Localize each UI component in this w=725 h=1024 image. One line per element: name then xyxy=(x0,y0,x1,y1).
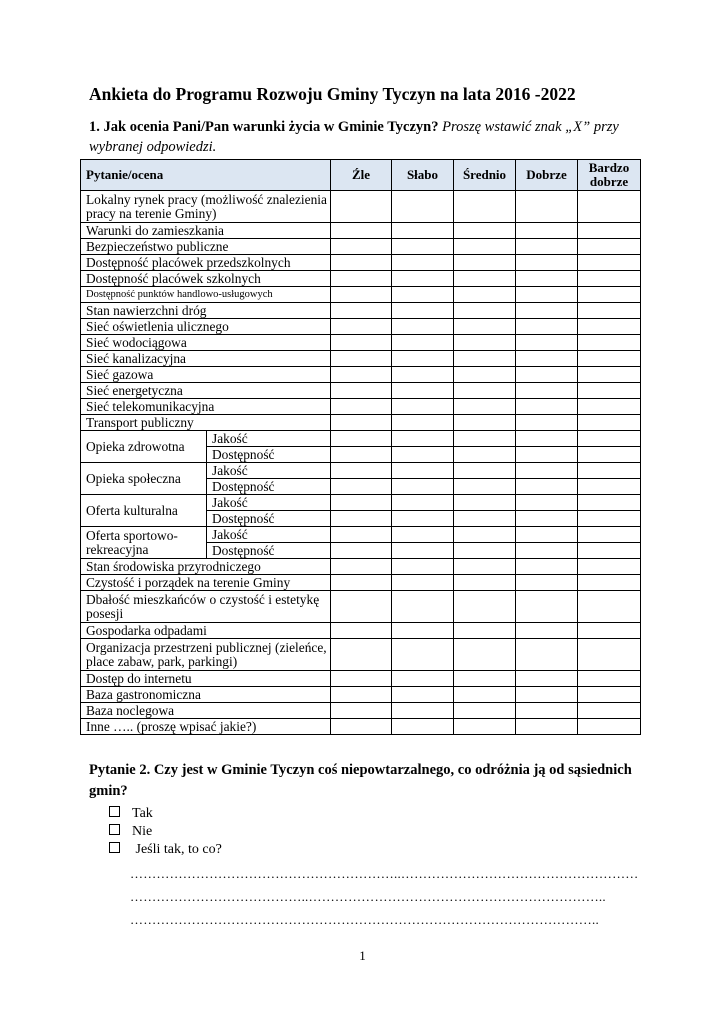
table-row xyxy=(81,399,641,415)
rating-cell[interactable] xyxy=(578,671,641,687)
rating-cell[interactable] xyxy=(331,191,392,223)
question-label: Stan środowiska przyrodniczego xyxy=(81,559,331,575)
rating-cell[interactable] xyxy=(392,511,454,527)
question-label: Dostępność xyxy=(207,447,331,463)
rating-cell[interactable] xyxy=(392,271,454,287)
document-title: Ankieta do Programu Rozwoju Gminy Tyczyn na lata 2016 -2022 xyxy=(89,84,576,104)
question-label: Dbałość mieszkańców o czystość i estetykę posesji xyxy=(81,591,331,623)
rating-cell[interactable] xyxy=(331,703,392,719)
rating-cell[interactable] xyxy=(454,255,516,271)
rating-cell[interactable] xyxy=(516,447,578,463)
rating-cell[interactable] xyxy=(454,575,516,591)
question-label: Sieć telekomunikacyjna xyxy=(81,399,331,415)
rating-cell[interactable] xyxy=(578,703,641,719)
rating-cell[interactable] xyxy=(454,479,516,495)
rating-cell[interactable] xyxy=(392,367,454,383)
table-row xyxy=(81,415,641,431)
table-row xyxy=(81,287,641,303)
rating-cell[interactable] xyxy=(578,255,641,271)
question-2-text: Pytanie 2. Czy jest w Gminie Tyczyn coś niepowtarzalnego, co odróżnia ją od sąsiednich gmin? xyxy=(89,762,632,799)
rating-cell[interactable] xyxy=(454,351,516,367)
question-label: Organizacja przestrzeni publicznej (zieleńce, place zabaw, park, parkingi) xyxy=(81,639,331,671)
rating-cell[interactable] xyxy=(516,719,578,735)
rating-cell[interactable] xyxy=(331,719,392,735)
option-jesli-tak[interactable] xyxy=(109,842,222,858)
rating-cell[interactable] xyxy=(392,559,454,575)
table-row xyxy=(81,239,641,255)
rating-cell[interactable] xyxy=(392,703,454,719)
rating-cell[interactable] xyxy=(454,559,516,575)
rating-cell[interactable] xyxy=(578,399,641,415)
rating-cell[interactable] xyxy=(392,431,454,447)
table-row xyxy=(81,703,641,719)
table-row xyxy=(81,431,641,447)
rating-cell[interactable] xyxy=(392,527,454,543)
rating-cell[interactable] xyxy=(392,287,454,303)
rating-cell[interactable] xyxy=(454,495,516,511)
rating-cell[interactable] xyxy=(578,639,641,671)
question-label: Sieć gazowa xyxy=(81,367,331,383)
rating-cell[interactable] xyxy=(331,287,392,303)
rating-cell[interactable] xyxy=(331,447,392,463)
question-label: Sieć wodociągowa xyxy=(81,335,331,351)
rating-cell[interactable] xyxy=(516,367,578,383)
rating-cell[interactable] xyxy=(578,335,641,351)
question-1 xyxy=(89,117,649,157)
rating-cell[interactable] xyxy=(516,671,578,687)
rating-cell[interactable] xyxy=(578,463,641,479)
answer-line[interactable]: …………………………………………………………………………………………….. xyxy=(130,912,599,927)
rating-cell[interactable] xyxy=(516,255,578,271)
question-label: Dostępność punktów handlowo-usługowych xyxy=(81,287,331,303)
rating-cell[interactable] xyxy=(331,223,392,239)
rating-cell[interactable] xyxy=(454,287,516,303)
rating-cell[interactable] xyxy=(331,303,392,319)
rating-cell[interactable] xyxy=(454,671,516,687)
rating-cell[interactable] xyxy=(454,367,516,383)
rating-cell[interactable] xyxy=(578,527,641,543)
answer-line[interactable]: ……………………………………………………..……………………………………………… xyxy=(130,866,639,881)
rating-cell[interactable] xyxy=(454,223,516,239)
rating-cell[interactable] xyxy=(331,431,392,447)
rating-cell[interactable] xyxy=(578,687,641,703)
rating-cell[interactable] xyxy=(392,639,454,671)
rating-cell[interactable] xyxy=(516,703,578,719)
rating-cell[interactable] xyxy=(454,719,516,735)
table-row xyxy=(81,495,641,511)
rating-cell[interactable] xyxy=(516,415,578,431)
rating-cell[interactable] xyxy=(578,719,641,735)
rating-cell[interactable] xyxy=(516,383,578,399)
rating-cell[interactable] xyxy=(578,319,641,335)
column-header: Dobrze xyxy=(516,160,578,191)
table-row xyxy=(81,575,641,591)
rating-cell[interactable] xyxy=(392,415,454,431)
rating-cell[interactable] xyxy=(392,255,454,271)
question-label: Sieć energetyczna xyxy=(81,383,331,399)
rating-cell[interactable] xyxy=(516,575,578,591)
rating-cell[interactable] xyxy=(516,303,578,319)
table-row xyxy=(81,591,641,623)
question-label: Stan nawierzchni dróg xyxy=(81,303,331,319)
question-1-text: 1. Jak ocenia Pani/Pan warunki życia w Gminie Tyczyn? xyxy=(89,119,439,135)
rating-cell[interactable] xyxy=(516,559,578,575)
rating-cell[interactable] xyxy=(454,639,516,671)
rating-cell[interactable] xyxy=(331,671,392,687)
rating-cell[interactable] xyxy=(578,559,641,575)
rating-cell[interactable] xyxy=(516,335,578,351)
rating-cell[interactable] xyxy=(454,463,516,479)
rating-cell[interactable] xyxy=(578,543,641,559)
rating-cell[interactable] xyxy=(331,575,392,591)
column-header: Słabo xyxy=(392,160,454,191)
rating-cell[interactable] xyxy=(392,495,454,511)
rating-cell[interactable] xyxy=(392,191,454,223)
rating-table xyxy=(80,159,641,735)
column-header: Bardzo dobrze xyxy=(578,160,641,191)
table-row xyxy=(81,463,641,479)
table-row xyxy=(81,527,641,543)
rating-cell[interactable] xyxy=(331,463,392,479)
rating-cell[interactable] xyxy=(331,479,392,495)
rating-cell[interactable] xyxy=(331,559,392,575)
table-row xyxy=(81,223,641,239)
rating-cell[interactable] xyxy=(331,367,392,383)
checkbox-nie[interactable] xyxy=(109,824,120,835)
table-row xyxy=(81,383,641,399)
rating-cell[interactable] xyxy=(331,335,392,351)
rating-cell[interactable] xyxy=(454,687,516,703)
option-tak-label: Tak xyxy=(132,806,153,821)
rating-cell[interactable] xyxy=(578,591,641,623)
table-row xyxy=(81,719,641,735)
rating-cell[interactable] xyxy=(392,383,454,399)
rating-cell[interactable] xyxy=(516,479,578,495)
table-row xyxy=(81,559,641,575)
rating-cell[interactable] xyxy=(578,495,641,511)
question-label: Dostępność xyxy=(207,479,331,495)
rating-cell[interactable] xyxy=(516,287,578,303)
rating-cell[interactable] xyxy=(331,255,392,271)
rating-cell[interactable] xyxy=(578,383,641,399)
rating-cell[interactable] xyxy=(454,543,516,559)
question-label: Dostępność xyxy=(207,511,331,527)
question-label: Oferta kulturalna xyxy=(81,495,207,527)
column-header: Średnio xyxy=(454,160,516,191)
rating-cell[interactable] xyxy=(331,271,392,287)
rating-cell[interactable] xyxy=(331,543,392,559)
rating-cell[interactable] xyxy=(454,271,516,287)
rating-cell[interactable] xyxy=(578,287,641,303)
question-label: Jakość xyxy=(207,431,331,447)
rating-cell[interactable] xyxy=(392,399,454,415)
table-row xyxy=(81,255,641,271)
option-jesli-tak-label: Jeśli tak, to co? xyxy=(132,842,222,857)
table-row xyxy=(81,271,641,287)
rating-cell[interactable] xyxy=(392,463,454,479)
rating-cell[interactable] xyxy=(578,479,641,495)
rating-cell[interactable] xyxy=(331,239,392,255)
table-row xyxy=(81,303,641,319)
rating-cell[interactable] xyxy=(454,335,516,351)
column-header: Pytanie/ocena xyxy=(81,160,331,191)
question-label: Opieka zdrowotna xyxy=(81,431,207,463)
checkbox-tak[interactable] xyxy=(109,806,120,817)
rating-cell[interactable] xyxy=(516,527,578,543)
table-header-row xyxy=(81,160,641,191)
rating-cell[interactable] xyxy=(454,703,516,719)
rating-cell[interactable] xyxy=(454,511,516,527)
table-row xyxy=(81,639,641,671)
table-row xyxy=(81,335,641,351)
rating-cell[interactable] xyxy=(331,511,392,527)
question-label: Jakość xyxy=(207,527,331,543)
question-1-instruction: Proszę wstawić znak „X” przy wybranej odpowiedzi. xyxy=(89,119,619,155)
rating-cell[interactable] xyxy=(454,415,516,431)
rating-cell[interactable] xyxy=(331,639,392,671)
rating-cell[interactable] xyxy=(331,383,392,399)
rating-cell[interactable] xyxy=(578,351,641,367)
rating-cell[interactable] xyxy=(392,687,454,703)
rating-cell[interactable] xyxy=(454,431,516,447)
rating-cell[interactable] xyxy=(578,303,641,319)
rating-cell[interactable] xyxy=(392,223,454,239)
question-label: Baza gastronomiczna xyxy=(81,687,331,703)
rating-cell[interactable] xyxy=(516,351,578,367)
rating-cell[interactable] xyxy=(516,271,578,287)
rating-cell[interactable] xyxy=(392,447,454,463)
question-label: Sieć oświetlenia ulicznego xyxy=(81,319,331,335)
rating-cell[interactable] xyxy=(516,223,578,239)
question-label: Lokalny rynek pracy (możliwość znalezienia pracy na terenie Gminy) xyxy=(81,191,331,223)
rating-cell[interactable] xyxy=(516,191,578,223)
rating-cell[interactable] xyxy=(516,495,578,511)
question-label: Jakość xyxy=(207,463,331,479)
question-label: Warunki do zamieszkania xyxy=(81,223,331,239)
rating-cell[interactable] xyxy=(578,191,641,223)
rating-cell[interactable] xyxy=(578,271,641,287)
question-label: Bezpieczeństwo publiczne xyxy=(81,239,331,255)
rating-cell[interactable] xyxy=(516,319,578,335)
question-label: Oferta sportowo-rekreacyjna xyxy=(81,527,207,559)
rating-cell[interactable] xyxy=(454,319,516,335)
rating-cell[interactable] xyxy=(454,383,516,399)
rating-cell[interactable] xyxy=(331,495,392,511)
rating-cell[interactable] xyxy=(578,415,641,431)
rating-cell[interactable] xyxy=(578,367,641,383)
rating-cell[interactable] xyxy=(454,191,516,223)
rating-cell[interactable] xyxy=(578,223,641,239)
table-row xyxy=(81,623,641,639)
question-label: Czystość i porządek na terenie Gminy xyxy=(81,575,331,591)
question-label: Baza noclegowa xyxy=(81,703,331,719)
rating-cell[interactable] xyxy=(516,463,578,479)
rating-cell[interactable] xyxy=(392,591,454,623)
rating-cell[interactable] xyxy=(392,351,454,367)
table-row xyxy=(81,367,641,383)
rating-cell[interactable] xyxy=(454,623,516,639)
rating-cell[interactable] xyxy=(392,719,454,735)
rating-cell[interactable] xyxy=(331,399,392,415)
table-row xyxy=(81,191,641,223)
question-label: Dostępność xyxy=(207,543,331,559)
question-label: Gospodarka odpadami xyxy=(81,623,331,639)
answer-line[interactable]: …………………………………..………………………………………………………….. xyxy=(130,889,606,904)
question-label: Transport publiczny xyxy=(81,415,331,431)
rating-cell[interactable] xyxy=(454,399,516,415)
option-nie[interactable] xyxy=(109,824,152,840)
rating-cell[interactable] xyxy=(578,623,641,639)
rating-cell[interactable] xyxy=(454,527,516,543)
rating-cell[interactable] xyxy=(331,591,392,623)
rating-cell[interactable] xyxy=(454,447,516,463)
rating-cell[interactable] xyxy=(331,415,392,431)
rating-cell[interactable] xyxy=(516,399,578,415)
rating-cell[interactable] xyxy=(392,335,454,351)
checkbox-jesli-tak[interactable] xyxy=(109,842,120,853)
rating-cell[interactable] xyxy=(331,351,392,367)
rating-cell[interactable] xyxy=(578,447,641,463)
rating-cell[interactable] xyxy=(454,239,516,255)
rating-cell[interactable] xyxy=(516,431,578,447)
rating-cell[interactable] xyxy=(454,591,516,623)
rating-cell[interactable] xyxy=(516,543,578,559)
rating-cell[interactable] xyxy=(331,623,392,639)
rating-cell[interactable] xyxy=(516,639,578,671)
rating-cell[interactable] xyxy=(331,527,392,543)
table-row xyxy=(81,687,641,703)
option-nie-label: Nie xyxy=(132,824,153,839)
table-row xyxy=(81,351,641,367)
question-label: Dostępność placówek przedszkolnych xyxy=(81,255,331,271)
rating-cell[interactable] xyxy=(392,303,454,319)
rating-cell[interactable] xyxy=(392,575,454,591)
question-label: Dostępność placówek szkolnych xyxy=(81,271,331,287)
rating-cell[interactable] xyxy=(331,319,392,335)
question-label: Opieka społeczna xyxy=(81,463,207,495)
rating-cell[interactable] xyxy=(516,511,578,527)
rating-cell[interactable] xyxy=(516,623,578,639)
rating-cell[interactable] xyxy=(392,319,454,335)
rating-cell[interactable] xyxy=(578,431,641,447)
column-header: Źle xyxy=(331,160,392,191)
table-row xyxy=(81,671,641,687)
rating-cell[interactable] xyxy=(392,623,454,639)
rating-cell[interactable] xyxy=(392,543,454,559)
rating-cell[interactable] xyxy=(392,479,454,495)
option-tak[interactable] xyxy=(109,806,153,822)
rating-cell[interactable] xyxy=(516,239,578,255)
rating-cell[interactable] xyxy=(392,239,454,255)
question-label: Inne ….. (proszę wpisać jakie?) xyxy=(81,719,331,735)
rating-cell[interactable] xyxy=(454,303,516,319)
question-label: Dostęp do internetu xyxy=(81,671,331,687)
rating-cell[interactable] xyxy=(578,575,641,591)
rating-cell[interactable] xyxy=(516,687,578,703)
rating-cell[interactable] xyxy=(516,591,578,623)
rating-cell[interactable] xyxy=(331,687,392,703)
rating-cell[interactable] xyxy=(578,511,641,527)
table-row xyxy=(81,319,641,335)
question-label: Jakość xyxy=(207,495,331,511)
question-label: Sieć kanalizacyjna xyxy=(81,351,331,367)
page-number: 1 xyxy=(359,948,366,963)
rating-cell[interactable] xyxy=(578,239,641,255)
rating-cell[interactable] xyxy=(392,671,454,687)
